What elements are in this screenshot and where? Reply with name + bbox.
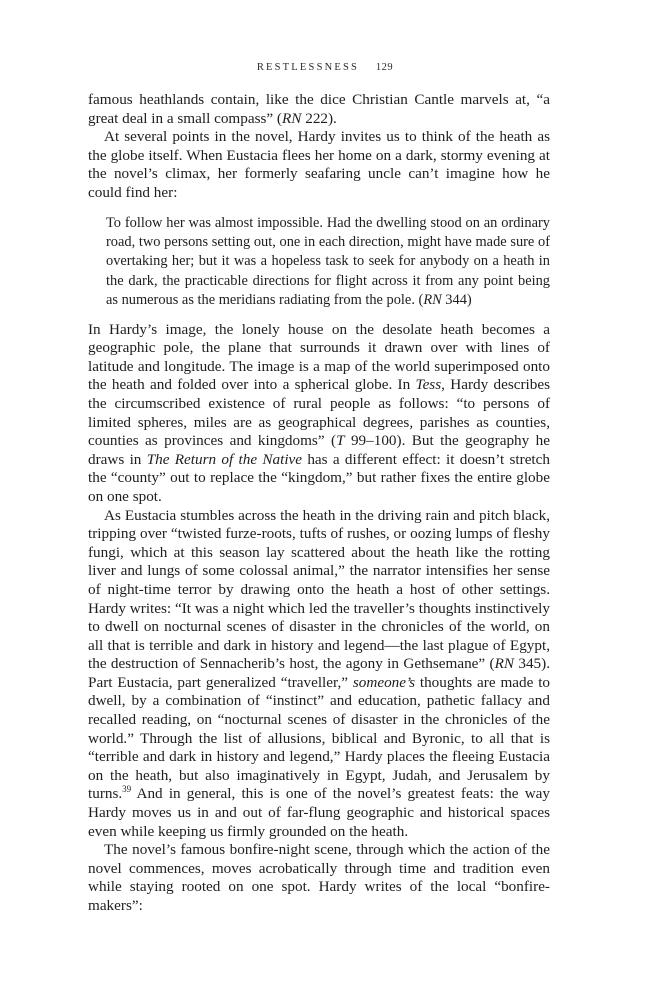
paragraph	[88, 321, 550, 507]
text-run: In Hardy’s image, the lonely house on the desolate heath becomes a geographic pole, the plane that surrounds it drawn over with lines of latitude and longitude. The image is a map of the world superimposed onto the heath and folded over into a spherical globe. In	[88, 320, 550, 394]
running-head	[0, 62, 650, 73]
italic-run: Tess	[415, 376, 442, 394]
italic-run: RN	[494, 655, 514, 673]
italic-run: RN	[282, 109, 302, 127]
text-run: 99–100). But the geography he draws in	[88, 432, 550, 468]
text-run: And in general, this is one of the novel’s greatest feats: the way Hardy moves us in and out of far-flung geographic and historical spaces even while keeping us firmly grounded on the heath.	[88, 785, 550, 840]
text-run: At several points in the novel, Hardy invites us to think of the heath as the globe itself. When Eustacia flees her home on a dark, stormy evening at the novel’s climax, her formerly seafaring uncle can’t imagine how he could find her:	[88, 128, 550, 201]
text-run: As Eustacia stumbles across the heath in the driving rain and pitch black, tripping over “twisted furze-roots, tufts of rushes, or oozing lumps of fleshy fungi, which at this season lay scattered about the heath like the rotting liver and lungs of some colossal animal,” the narrator intensifies her sense of night-time terror by drawing onto the heath a host of other settings. Hardy writes: “It was a night which led the traveller’s thoughts instinctively to dwell on nocturnal scenes of disaster in the chronicles of the world, on all that is terrible and dark in history and legend—the last plague of Egypt, the destruction of Sennacherib’s host, the agony in Gethsemane” (	[88, 506, 550, 673]
footnote-ref[interactable]: 39	[122, 784, 132, 795]
text-run: famous heathlands contain, like the dice Christian Cantle marvels at, “a great deal in a small compass” (	[88, 91, 550, 127]
text-run: To follow her was almost impossible. Had the dwelling stood on an ordinary road, two persons setting out, one in each direction, might have made sure of overtaking her; but it was a hopeless task to seek for anybody on a heath in the dark, the practicable directions for flight across it from any point being as numerous as the meridians radiating from the pole. (	[106, 214, 550, 309]
italic-run: T	[336, 432, 345, 450]
text-run: 344)	[441, 292, 472, 309]
text-run: 222).	[301, 109, 337, 127]
text-run: 345). Part Eustacia, part generalized “traveller,”	[88, 655, 550, 691]
body-text	[88, 91, 550, 916]
paragraph	[88, 507, 550, 842]
page-number: 129	[375, 62, 394, 73]
paragraph	[88, 91, 550, 128]
italic-run: someone’s	[352, 673, 416, 691]
text-run: thoughts are made to dwell, by a combination of “instinct” and education, pathetic fallacy and recalled reading, on “nocturnal scenes of disaster in the chronicles of the world.” Through the list of allusions, biblical and Byronic, to all that is “terrible and dark in history and legend,” Hardy places the fleeing Eustacia on the heath, but also imaginatively in Egypt, Judah, and Jerusalem by turns.	[88, 673, 551, 803]
paragraph	[88, 841, 550, 915]
text-run: , Hardy describes the circumscribed existence of rural people as follows: “to persons of limited spheres, miles are as geographical degrees, parishes as counties, counties as provinces and kingdoms” (	[88, 376, 550, 450]
italic-run: The Return of the Native	[146, 450, 303, 468]
text-run: has a different effect: it doesn’t stretch the “county” out to replace the “kingdom,” but rather fixes the entire globe on one spot.	[88, 450, 550, 505]
block-quote	[106, 214, 550, 311]
paragraph	[88, 128, 550, 202]
running-head-title: RESTLESSNESS	[256, 62, 360, 73]
text-run: The novel’s famous bonfire-night scene, through which the action of the novel commences, moves acrobatically through time and tradition even while staying rooted on one spot. Hardy writes of the local “bonfire-makers”:	[88, 841, 550, 914]
italic-run: RN	[423, 292, 442, 309]
